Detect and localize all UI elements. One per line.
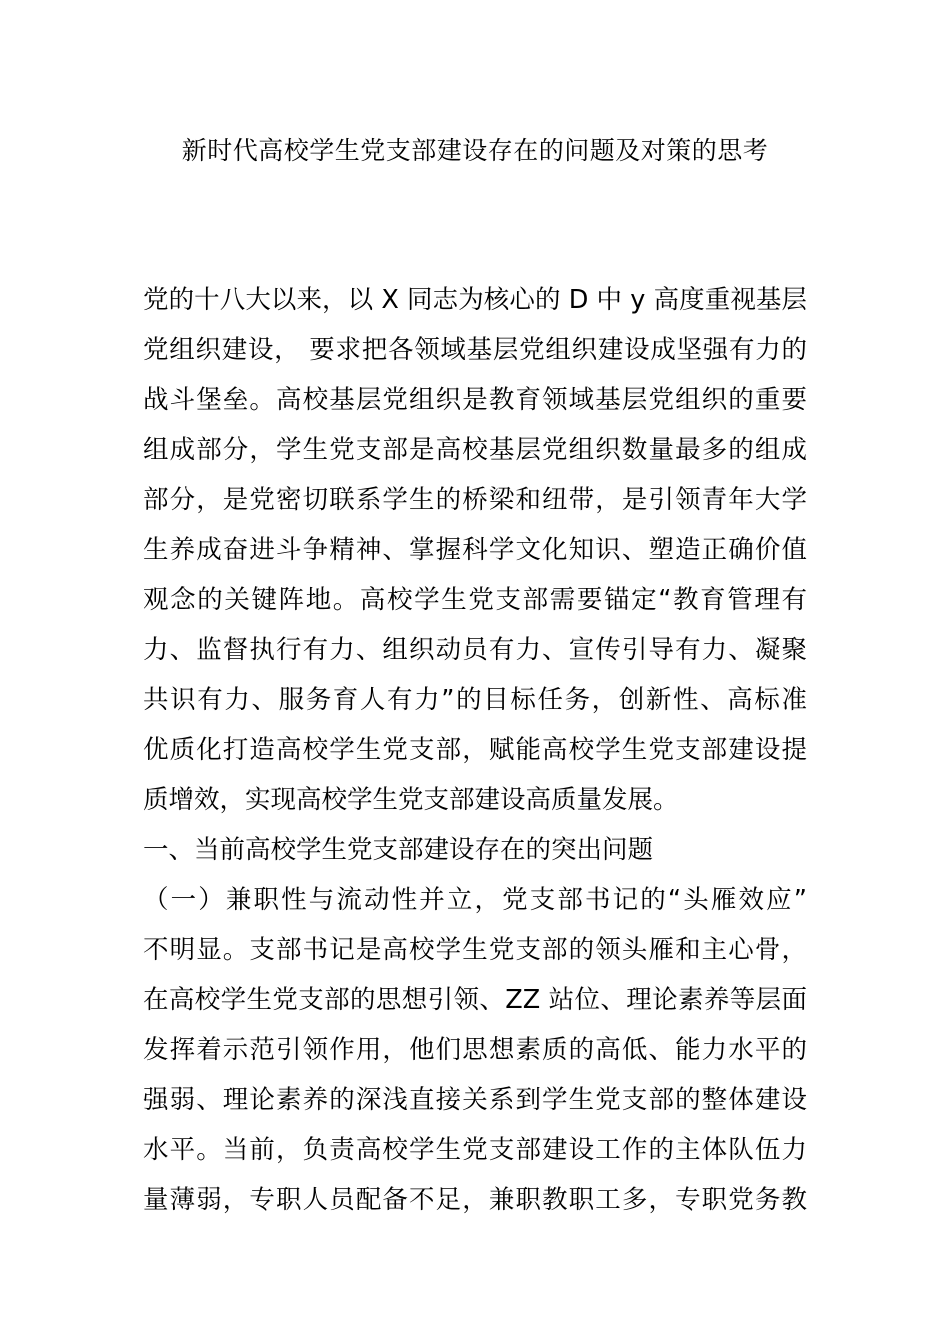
paragraph-line: 观念的关键阵地。高校学生党支部需要锚定“教育管理有 xyxy=(143,585,807,615)
paragraph-line: 在高校学生党支部的思想引领、ZZ 站位、理论素养等层面 xyxy=(143,985,807,1015)
paragraph-line: 生养成奋进斗争精神、掌握科学文化知识、塑造正确价值 xyxy=(143,535,807,565)
paragraph-line: 质增效，实现高校学生党支部建设高质量发展。 xyxy=(143,785,679,815)
document-body xyxy=(143,275,807,1225)
paragraph-line: 部分，是党密切联系学生的桥梁和纽带，是引领青年大学 xyxy=(143,485,807,515)
paragraph-line: 战斗堡垒。高校基层党组织是教育领域基层党组织的重要 xyxy=(143,385,807,415)
paragraph-line: 发挥着示范引领作用，他们思想素质的高低、能力水平的 xyxy=(143,1035,807,1065)
section-heading: 一、当前高校学生党支部建设存在的突出问题 xyxy=(143,835,654,865)
paragraph-line: 不明显。支部书记是高校学生党支部的领头雁和主心骨， xyxy=(143,935,807,965)
paragraph-line: 党组织建设， 要求把各领域基层党组织建设成坚强有力的 xyxy=(143,335,807,365)
paragraph-line: 水平。当前，负责高校学生党支部建设工作的主体队伍力 xyxy=(143,1135,807,1165)
paragraph-line: 优质化打造高校学生党支部，赋能高校学生党支部建设提 xyxy=(143,735,807,765)
paragraph-line: 量薄弱，专职人员配备不足，兼职教职工多，专职党务教 xyxy=(143,1185,807,1215)
paragraph-line: 组成部分，学生党支部是高校基层党组织数量最多的组成 xyxy=(143,435,807,465)
document-title: 新时代高校学生党支部建设存在的问题及对策的思考 xyxy=(181,136,769,165)
paragraph-line: 共识有力、服务育人有力”的目标任务，创新性、高标准 xyxy=(143,685,807,715)
paragraph-line: 强弱、理论素养的深浅直接关系到学生党支部的整体建设 xyxy=(143,1085,807,1115)
paragraph-line: 党的十八大以来，以 X 同志为核心的 D 中 y 高度重视基层 xyxy=(143,285,807,315)
subsection-heading-line: （一）兼职性与流动性并立，党支部书记的“头雁效应” xyxy=(143,885,807,915)
paragraph-line: 力、监督执行有力、组织动员有力、宣传引导有力、凝聚 xyxy=(143,635,807,665)
